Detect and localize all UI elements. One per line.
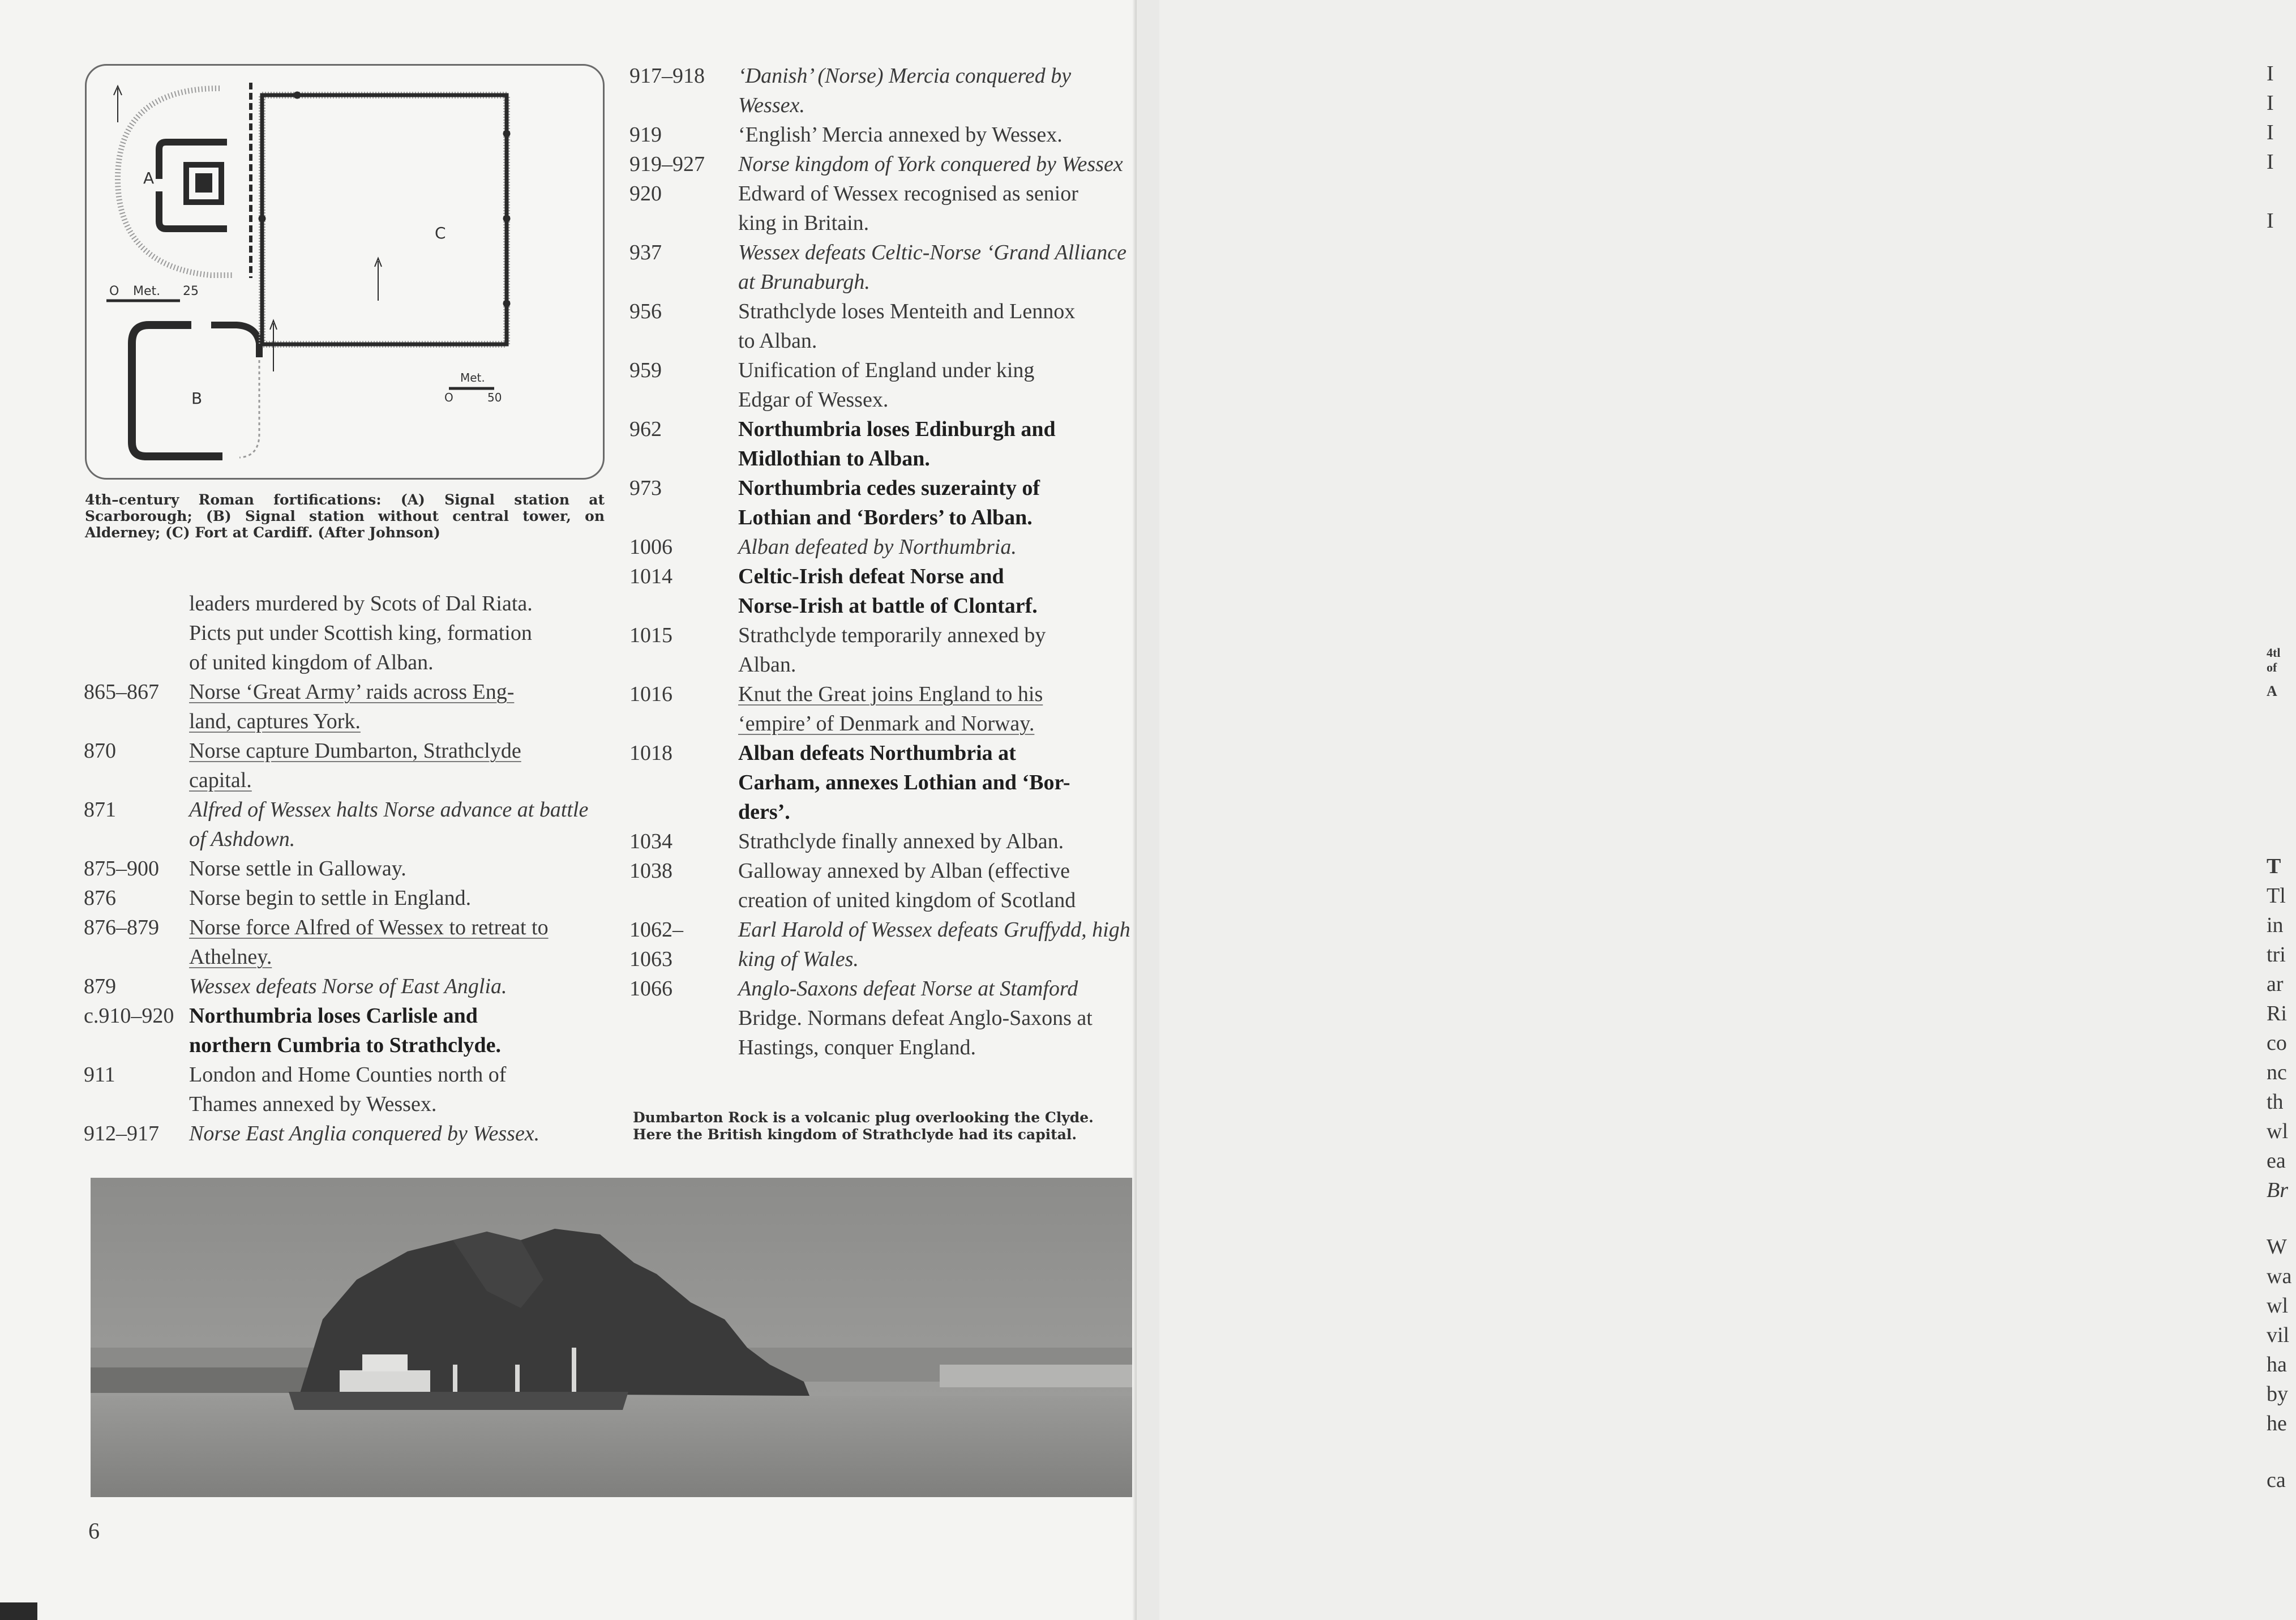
- scale-a-max: 25: [183, 284, 199, 298]
- photo-caption: Dumbarton Rock is a volcanic plug overlooking the Clyde. Here the British kingdom of Strathclyde had its capital.: [633, 1109, 1094, 1143]
- entry-text: London and Home Counties north of Thames annexed by Wessex.: [189, 1063, 507, 1116]
- entry-text: Anglo-Saxons defeat Norse at Stamford Bridge. Normans defeat Anglo-Saxons at Hastings, conquer England.: [738, 977, 1093, 1059]
- entry-text: Celtic-Irish defeat Norse and Norse-Irish at battle of Clontarf.: [738, 565, 1038, 618]
- entry-year: c.910–920: [84, 1004, 174, 1028]
- entry-year: 1018: [629, 741, 672, 765]
- entry-text: Galloway annexed by Alban (effective creation of united kingdom of Scotland: [738, 859, 1076, 912]
- adjacent-page-edge: [1137, 0, 2292, 1620]
- edge-fragment: vil: [2267, 1323, 2290, 1347]
- edge-fragment: ha: [2267, 1353, 2287, 1377]
- edge-fragment: Br: [2267, 1178, 2288, 1202]
- entry-year: 870: [84, 739, 116, 763]
- entry-year: 1034: [629, 830, 672, 853]
- entry-text: Edward of Wessex recognised as senior king in Britain.: [738, 182, 1078, 235]
- entry-year: 959: [629, 358, 662, 382]
- edge-fragment: he: [2267, 1412, 2287, 1435]
- entry-text: Alban defeats Northumbria at Carham, annexes Lothian and ‘Bor- ders’.: [738, 741, 1070, 824]
- edge-fragment: tri: [2267, 943, 2286, 967]
- book-page: [0, 0, 1137, 1620]
- entry-year: 1016: [629, 682, 672, 706]
- entry-text: Norse force Alfred of Wessex to retreat to Athelney.: [189, 916, 549, 969]
- edge-fragment: 4tl: [2267, 646, 2281, 660]
- plan-b-label: B: [191, 389, 203, 408]
- entry-text: Norse kingdom of York conquered by Wessex: [738, 152, 1123, 176]
- edge-fragment: by: [2267, 1382, 2288, 1406]
- dumbarton-rock-image: [91, 1178, 1132, 1497]
- edge-fragment: th: [2267, 1090, 2284, 1114]
- entry-text: Northumbria loses Carlisle and northern Cumbria to Strathclyde.: [189, 1004, 501, 1057]
- scale-a-zero: O: [109, 284, 119, 298]
- fortification-plans-drawing: [87, 66, 603, 478]
- entry-text: Northumbria cedes suzerainty of Lothian and ‘Borders’ to Alban.: [738, 476, 1040, 529]
- scale-c-unit: Met.: [460, 371, 485, 384]
- edge-fragment: co: [2267, 1031, 2287, 1055]
- edge-fragment: Ri: [2267, 1002, 2287, 1025]
- entry-year: 871: [84, 798, 116, 822]
- entry-text: Norse begin to settle in England.: [189, 886, 472, 910]
- entry-text: Earl Harold of Wessex defeats Gruffydd, high king of Wales.: [738, 918, 1130, 971]
- entry-year: 962: [629, 417, 662, 441]
- plan-a: [106, 83, 251, 301]
- entry-text: Strathclyde temporarily annexed by Alban.: [738, 623, 1046, 677]
- entry-year: 1014: [629, 565, 672, 588]
- entry-text: Northumbria loses Edinburgh and Midlothian to Alban.: [738, 417, 1056, 471]
- plan-c-label: C: [435, 224, 446, 242]
- entry-text: Norse East Anglia conquered by Wessex.: [189, 1122, 540, 1145]
- entry-year: 876–879: [84, 916, 159, 939]
- entry-year: 920: [629, 182, 662, 206]
- entry-year: 919–927: [629, 152, 705, 176]
- entry-text: Norse ‘Great Army’ raids across Eng- land, captures York.: [189, 680, 515, 733]
- entry-year: 973: [629, 476, 662, 500]
- entry-year: 937: [629, 241, 662, 264]
- entry-year: 1038: [629, 859, 672, 883]
- entry-year: 1066: [629, 977, 672, 1001]
- edge-fragment: ea: [2267, 1149, 2286, 1173]
- entry-year: 879: [84, 974, 116, 998]
- entry-year: 956: [629, 300, 662, 323]
- fortification-plans-figure: [85, 64, 605, 480]
- scale-a-unit: Met.: [133, 284, 161, 298]
- edge-fragment: I: [2267, 150, 2274, 174]
- entry-year: 1006: [629, 535, 672, 559]
- entry-text: Norse capture Dumbarton, Strathclyde capital.: [189, 739, 521, 792]
- edge-fragment: wl: [2267, 1294, 2288, 1318]
- entry-year: 875–900: [84, 857, 159, 880]
- plan-b: [132, 320, 277, 458]
- entry-text: Strathclyde loses Menteith and Lennox to Alban.: [738, 300, 1076, 353]
- edge-fragment: ar: [2267, 972, 2284, 996]
- edge-fragment: W: [2267, 1235, 2287, 1259]
- entry-year: 919: [629, 123, 662, 147]
- entry-text: Norse settle in Galloway.: [189, 857, 406, 880]
- entry-year: 917–918: [629, 64, 705, 88]
- edge-fragment: I: [2267, 209, 2274, 233]
- scan-corner-mark: [0, 1602, 37, 1620]
- edge-fragment: Tl: [2267, 884, 2286, 908]
- entry-year: 912–917: [84, 1122, 159, 1145]
- scale-c-zero: O: [444, 391, 453, 404]
- entry-text: Alfred of Wessex halts Norse advance at battle of Ashdown.: [189, 798, 589, 851]
- entry-text: ‘Danish’ (Norse) Mercia conquered by Wessex.: [738, 64, 1072, 117]
- entry-text: Wessex defeats Celtic-Norse ‘Grand Alliance at Brunaburgh.: [738, 241, 1126, 294]
- edge-fragment: T: [2267, 854, 2281, 878]
- scale-c-max: 50: [487, 391, 502, 404]
- entry-year: 1015: [629, 623, 672, 647]
- edge-fragment: ca: [2267, 1468, 2286, 1492]
- edge-fragment: wl: [2267, 1119, 2288, 1143]
- entry-text: Wessex defeats Norse of East Anglia.: [189, 974, 507, 998]
- entry-year: 1062– 1063: [629, 918, 683, 971]
- edge-fragment: in: [2267, 913, 2284, 937]
- edge-fragment: A: [2267, 683, 2277, 699]
- entry-text: ‘English’ Mercia annexed by Wessex.: [738, 123, 1063, 147]
- entry-text: Unification of England under king Edgar of Wessex.: [738, 358, 1035, 412]
- entry-year: 865–867: [84, 680, 159, 704]
- entry-year: 911: [84, 1063, 115, 1087]
- plan-a-label: A: [143, 169, 155, 187]
- entry-text: Alban defeated by Northumbria.: [738, 535, 1017, 559]
- edge-fragment: I: [2267, 121, 2274, 144]
- edge-fragment: I: [2267, 62, 2274, 86]
- edge-fragment: of: [2267, 660, 2277, 674]
- entry-text: Knut the Great joins England to his ‘empire’ of Denmark and Norway.: [738, 682, 1043, 736]
- dumbarton-rock-photo: [91, 1178, 1132, 1497]
- edge-fragment: wa: [2267, 1264, 2292, 1288]
- entry-text: leaders murdered by Scots of Dal Riata. Picts put under Scottish king, formation of united kingdom of Alban.: [189, 592, 533, 674]
- page-number: 6: [88, 1518, 100, 1544]
- plan-c: [259, 92, 510, 388]
- figure-caption: 4th–century Roman fortifications: (A) Signal station at Scarborough; (B) Signal station without central tower, on Alderney; (C) Fort at Cardiff. (After Johnson): [85, 491, 605, 541]
- edge-fragment: nc: [2267, 1061, 2287, 1084]
- entry-text: Strathclyde finally annexed by Alban.: [738, 830, 1064, 853]
- entry-year: 876: [84, 886, 116, 910]
- edge-fragment: I: [2267, 91, 2274, 115]
